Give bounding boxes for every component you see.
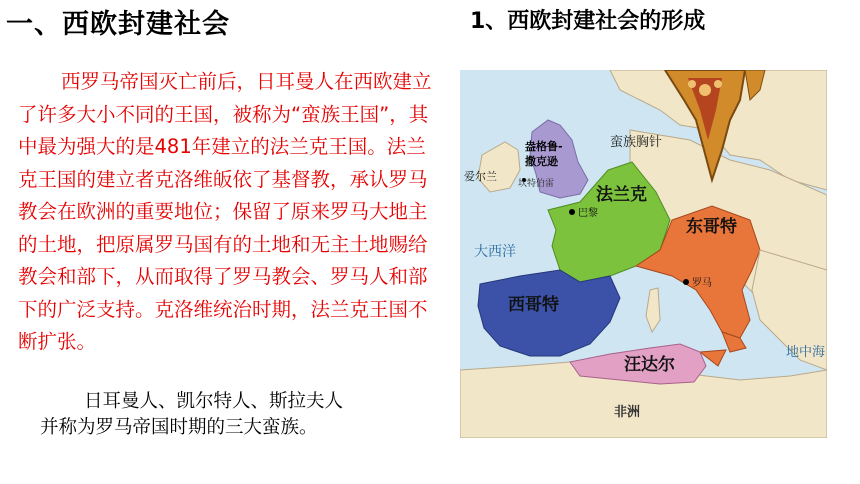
main-paragraph: 西罗马帝国灭亡前后，日耳曼人在西欧建立了许多大小不同的王国，被称为“蛮族王国”，其中最为强大的是481年建立的法兰克王国。法兰克王国的建立者克洛维皈依了基督教，承认罗马教会在欧洲的重要地位；保留了原来罗马大地主的土地，把原属罗马国有的土地和无主土地赐给教会和部下，从而取得了罗马教会、罗马人和部下的广泛支持。克洛维统治时期，法兰克王国不断扩张。	[18, 70, 432, 353]
label-anglo-saxon-2: 撒克逊	[525, 155, 558, 168]
note-text	[40, 389, 400, 441]
label-atlantic: 大西洋	[474, 244, 516, 260]
paris-dot	[569, 209, 575, 215]
label-mediterranean: 地中海	[786, 345, 826, 360]
label-anglo-saxon-1: 盎格鲁-	[525, 140, 563, 153]
label-ireland: 爱尔兰	[464, 170, 497, 183]
label-visigoths: 西哥特	[508, 295, 559, 315]
label-canterbury: 坎特伯雷	[518, 179, 555, 189]
rome-dot	[683, 279, 689, 285]
europe-map	[460, 70, 827, 438]
note-line-1: 日耳曼人、凯尔特人、斯拉夫人	[84, 391, 344, 412]
label-rome: 罗马	[692, 278, 712, 289]
label-paris: 巴黎	[578, 208, 598, 219]
label-vandals: 汪达尔	[624, 355, 675, 375]
label-africa: 非洲	[614, 405, 641, 420]
section-subtitle: 1、西欧封建社会的形成	[470, 9, 706, 34]
page-title: 一、西欧封建社会	[6, 9, 230, 40]
note-line-2: 并称为罗马帝国时期的三大蛮族。	[40, 417, 318, 438]
label-brooch: 蛮族胸针	[610, 135, 663, 150]
label-franks: 法兰克	[596, 185, 647, 205]
label-ostrogoths: 东哥特	[686, 217, 737, 237]
